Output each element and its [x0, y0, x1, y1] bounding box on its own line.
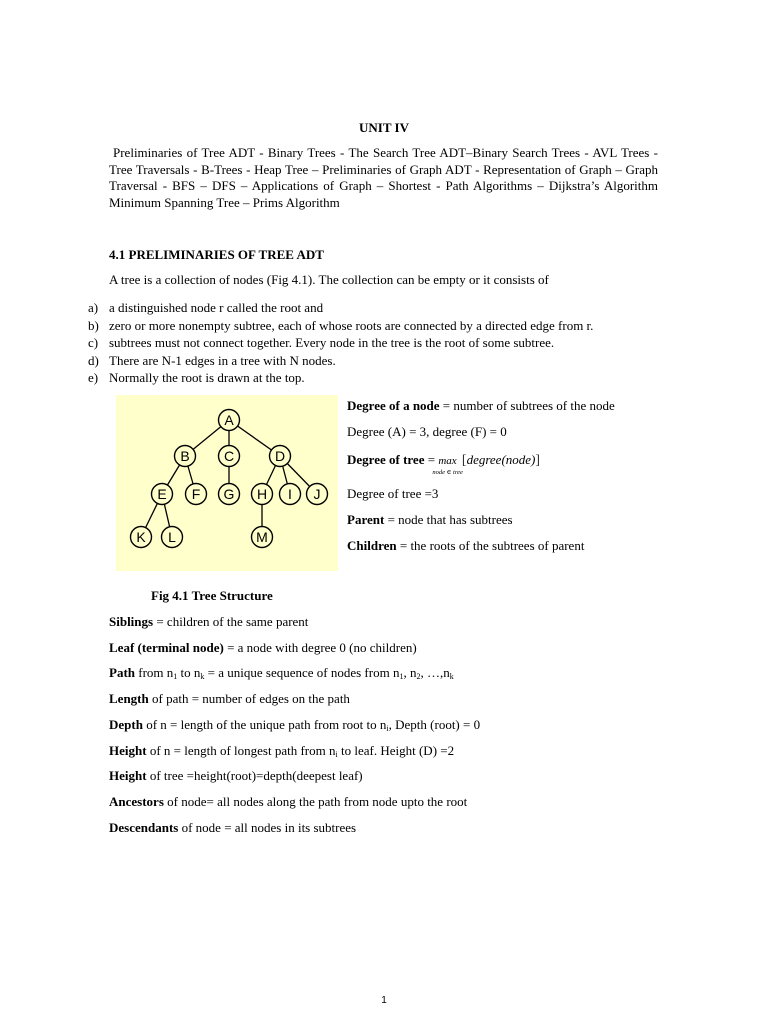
def-leaf: [109, 640, 417, 656]
desc: = children of the same parent: [153, 614, 309, 629]
term: Path: [109, 665, 135, 681]
tree-edges: [141, 420, 317, 537]
node-label: F: [191, 486, 201, 502]
list-item: [88, 369, 593, 387]
section-heading: 4.1 PRELIMINARIES OF TREE ADT: [109, 247, 324, 262]
desc: Degree of tree =3: [347, 486, 439, 501]
def-degree-tree: [347, 452, 541, 476]
list-item-text: subtrees must not connect together. Every node in the tree is the root of some subtree.: [109, 335, 555, 350]
desc: of tree =height(root)=depth(deepest leaf): [146, 768, 363, 784]
def-path: Path from $n_1$ to $n_k = a$ unique sequence of nodes from $n_1$, $n_2$, $\dots,n_k$: [109, 665, 454, 682]
def-degree-example: [347, 424, 507, 440]
tree-node-a: [219, 410, 240, 431]
def-descendants: [109, 820, 356, 836]
def-height-node: Height of n = length of longest path from $n_i$ to leaf. Height (D) =2: [109, 742, 455, 759]
formula-subscript: node ∈ tree: [432, 469, 463, 476]
figure-caption: Fig 4.1 Tree Structure: [151, 588, 273, 603]
desc: Degree (A) = 3, degree (F) = 0: [347, 424, 507, 439]
node-label: E: [157, 486, 167, 502]
def-length: [109, 691, 350, 707]
node-label: H: [256, 486, 268, 502]
desc: = a node with degree 0 (no children): [223, 639, 417, 655]
tree-node-b: [175, 446, 196, 467]
term: Height: [109, 768, 147, 784]
tree-node-h: [252, 484, 273, 505]
tree-figure: [116, 395, 338, 571]
tree-node-g: [219, 484, 240, 505]
definition-list: [88, 299, 593, 387]
list-item: [88, 352, 593, 370]
term: Parent: [347, 512, 385, 527]
node-label: L: [168, 529, 176, 545]
desc: of node = all nodes in its subtrees: [178, 819, 357, 835]
tree-node-l: [162, 527, 183, 548]
syllabus-paragraph: Preliminaries of Tree ADT - Binary Trees - The Search Tree ADT–Binary Search Trees - AVL Trees - Tree Traversals - B-Trees - Heap Tree – Preliminaries of Graph ADT - Representation of Graph – Graph Traversal - BFS – DFS – Applications of Graph – Shortest - Path Algorithms – Dijkstra’s Algorithm Minimum Spanning Tree – Prims Algorithm: [109, 145, 658, 210]
list-marker: c): [88, 335, 99, 350]
desc: of path = number of edges on the path: [148, 691, 350, 707]
list-marker: e): [88, 370, 99, 385]
list-marker: b): [88, 317, 99, 333]
node-label: I: [288, 486, 292, 502]
list-item: [88, 334, 593, 352]
list-item: [88, 299, 593, 317]
term: Descendants: [109, 819, 179, 835]
def-siblings: [109, 614, 308, 630]
list-item: [88, 317, 593, 335]
tree-node-k: [131, 527, 152, 548]
desc: of node= all nodes along the path from node upto the root: [163, 793, 468, 809]
tree-node-c: [219, 446, 240, 467]
node-label: M: [256, 529, 268, 545]
list-item-text: zero or more nonempty subtree, each of whose roots are connected by a directed edge from r.: [109, 317, 594, 333]
unit-title: UNIT IV: [359, 120, 409, 135]
term: Depth: [109, 716, 143, 732]
term: Degree of a node: [347, 398, 440, 413]
term: Siblings: [109, 614, 154, 629]
def-degree-node: [347, 398, 615, 414]
desc: = the roots of the subtrees of parent: [396, 538, 585, 553]
formula-body: degree(node): [466, 452, 536, 467]
def-children: [347, 538, 584, 554]
formula-bracket: ]: [535, 453, 541, 468]
desc: = number of subtrees of the node: [439, 398, 615, 413]
tree-node-d: [270, 446, 291, 467]
tree-node-m: [252, 527, 273, 548]
node-label: D: [274, 448, 286, 464]
term: Degree of tree: [347, 452, 425, 467]
term: Leaf (terminal node): [109, 639, 224, 655]
tree-node-i: [280, 484, 301, 505]
node-label: G: [223, 486, 235, 502]
tree-node-e: [152, 484, 173, 505]
tree-diagram: [116, 395, 338, 571]
def-parent: [347, 512, 513, 528]
tree-node-f: [186, 484, 207, 505]
node-label: C: [223, 448, 235, 464]
list-item-text: Normally the root is drawn at the top.: [109, 370, 305, 385]
def-height-tree: [109, 768, 363, 784]
term: Children: [347, 538, 397, 553]
node-label: A: [224, 412, 234, 428]
desc: =: [424, 452, 439, 467]
def-depth: Depth of n = length of the unique path from root to $n_i$, Depth (root) = 0: [109, 716, 481, 733]
desc: = node that has subtrees: [384, 512, 513, 527]
def-ancestors: [109, 794, 467, 810]
tree-node-j: [307, 484, 328, 505]
list-item-text: a distinguished node r called the root and: [109, 300, 324, 315]
formula-max: max: [438, 455, 457, 467]
list-item-text: There are N-1 edges in a tree with N nodes.: [109, 352, 336, 368]
term: Height: [109, 742, 147, 758]
degree-formula: [432, 452, 541, 476]
term: Ancestors: [109, 793, 164, 809]
list-marker: a): [88, 300, 99, 315]
page-number: 1: [381, 995, 387, 1006]
term: Length: [109, 691, 149, 707]
formula-bracket: [: [461, 453, 467, 468]
node-label: K: [136, 529, 146, 545]
def-degree-tree-value: [347, 486, 438, 502]
node-label: J: [313, 486, 321, 502]
list-marker: d): [88, 352, 99, 368]
intro-paragraph: A tree is a collection of nodes (Fig 4.1). The collection can be empty or it consists of: [109, 272, 549, 287]
node-label: B: [180, 448, 190, 464]
